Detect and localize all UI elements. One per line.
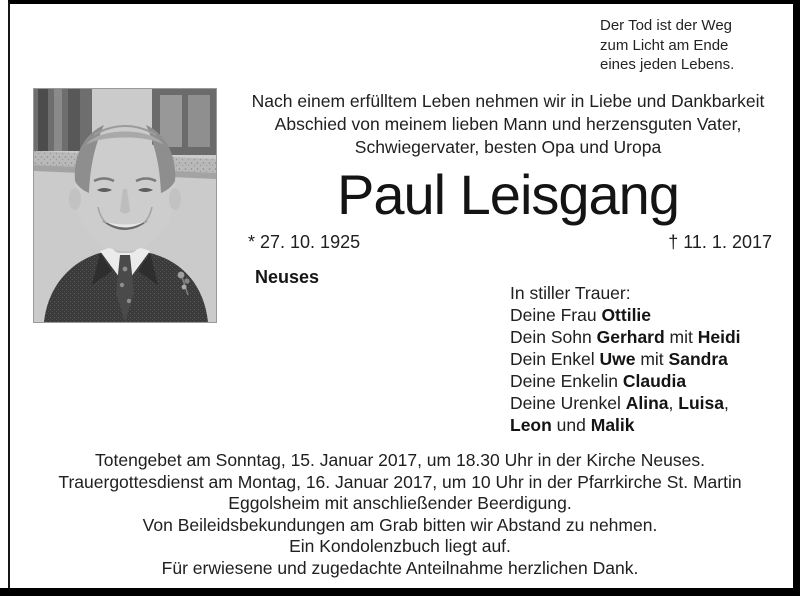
mourner-line: Deine Enkelin Claudia — [510, 371, 687, 391]
intro-text — [228, 90, 788, 159]
announcement-line: Totengebet am Sonntag, 15. Januar 2017, um 18.30 Uhr in der Kirche Neuses. — [95, 450, 705, 470]
epigraph-line: Der Tod ist der Weg — [600, 17, 733, 34]
announcement-line: Eggolsheim mit anschließender Beerdigung. — [228, 493, 572, 513]
announcement-line: Trauergottesdienst am Montag, 16. Januar 2017, um 10 Uhr in der Pfarrkirche St. Martin — [58, 471, 742, 492]
residence: Neuses — [255, 267, 320, 287]
epigraph-line: zum Licht am Ende — [600, 36, 729, 54]
funeral-announcement — [10, 450, 790, 579]
mourner-line: Dein Enkel Uwe mit Sandra — [510, 349, 728, 369]
mourners-list — [510, 304, 741, 436]
death-date: † 11. 1. 2017 — [668, 232, 772, 252]
mourner-line: Dein Sohn Gerhard mit Heidi — [510, 327, 741, 347]
intro-line: Nach einem erfülltem Leben nehmen wir in Liebe und Dankbarkeit — [251, 91, 765, 111]
mourner-line: Deine Urenkel Alina, Luisa, — [510, 393, 729, 413]
mourner-line: Leon und Malik — [510, 415, 635, 435]
portrait-photo-illustration — [34, 89, 216, 322]
life-dates — [248, 232, 772, 253]
announcement-line: Für erwiesene und zugedachte Anteilnahme herzlichen Dank. — [161, 557, 639, 578]
intro-line: Abschied von meinem lieben Mann und herzensguten Vater, — [274, 114, 742, 134]
mourners-heading: In stiller Trauer: — [510, 283, 631, 303]
intro-line: Schwiegervater, besten Opa und Uropa — [354, 137, 662, 157]
deceased-name: Paul Leisgang — [337, 163, 679, 226]
announcement-line: Von Beileidsbekundungen am Grab bitten wir Abstand zu nehmen. — [142, 514, 658, 535]
epigraph-line: eines jeden Lebens. — [600, 56, 735, 73]
epigraph-verse — [600, 16, 734, 75]
bottom-border-bar — [0, 588, 800, 596]
birth-date: * 27. 10. 1925 — [248, 232, 361, 252]
mourner-line: Deine Frau Ottilie — [510, 305, 652, 325]
portrait-photo — [33, 88, 217, 323]
announcement-line: Ein Kondolenzbuch liegt auf. — [289, 536, 511, 556]
mourners-block — [510, 282, 741, 436]
